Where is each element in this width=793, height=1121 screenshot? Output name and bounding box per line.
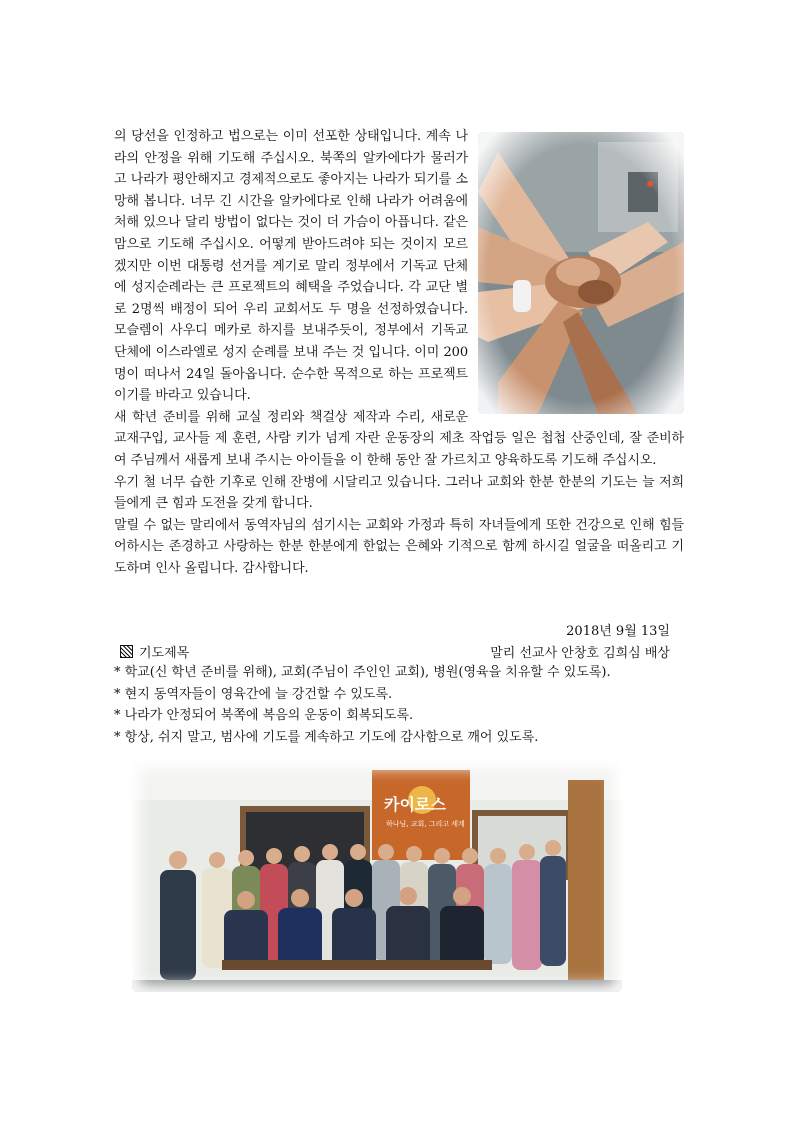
paragraph-school: 새 학년 준비를 위해 교실 정리와 책걸상 제작과 수리, 새로운 교재구입, 교사들 제 훈련, 사람 키가 넘게 자란 운동장의 제초 작업등 일은 첩첩 산중인데, 잘 준비하여 주님께서 새롭게 보내 주시는 아이들을 이 한해 동안 잘 가르치고 양육하도록 기도해 주십시오.: [114, 409, 684, 468]
hatched-box-icon: [120, 645, 133, 658]
banner-title: 카이로스: [384, 795, 446, 814]
hands-photo-illustration: [478, 132, 684, 414]
paragraph-health: 우기 철 너무 습한 기후로 인해 잔병에 시달리고 있습니다. 그러나 교회와 한분 한분의 기도는 늘 저희들에게 큰 힘과 도전을 갖게 합니다.: [114, 474, 684, 512]
paragraph-closing: 말릴 수 없는 말리에서 동역자님의 섬기시는 교회와 가정과 특히 자녀들에게 또한 건강으로 인해 힘들어하시는 존경하고 사랑하는 한분 한분에게 한없는 은혜와 기적으로 함께 하시길 얼굴을 떠올리고 기도하며 인사 올립니다. 감사합니다.: [114, 517, 684, 576]
group-photo-illustration: [132, 760, 622, 992]
prayer-list: [114, 662, 684, 748]
list-item: * 학교(신 학년 준비를 위해), 교회(주님이 주인인 교회), 병원(영육을 치유할 수 있도록).: [114, 665, 611, 680]
prayer-title-wrap: [114, 642, 189, 661]
list-item: * 현지 동역자들이 영육간에 늘 강건할 수 있도록.: [114, 686, 393, 702]
paragraph-wrapped: 의 당선을 인정하고 법으로는 이미 선포한 상태입니다. 계속 나라의 안정을 위해 기도해 주십시오. 북쪽의 알카에다가 물러가고 나라가 평안해지고 경제적으로도 좋아지는 나라가 되기를 소망해 봅니다. 너무 긴 시간을 알카에다로 인해 나라가 어려움에 처해 있으나 달리 방법이 없다는 것이 더 가슴이 아픕니다. 같은 맘으로 기도해 주십시오. 어떻게 받아드려야 되는 것이지 모르겠지만 이번 대통령 선거를 계기로 말리 정부에서 기독교 단체에 성지순례라는 큰 프로젝트의 혜택을 주었습니다. 각 교단 별로 2명씩 배정이 되어 우리 교회서도 두 명을 선정하였습니다. 모슬렘이 사우디 메카로 하지를 보내주듯이, 정부에서 기독교 단체에 이스라엘로 성지 순례를 보내 주는 것 입니다. 이미 200명이 떠나서 24일 돌아옵니다. 순수한 목적으로 하는 프로젝트이기를 바라고 있습니다.: [114, 129, 468, 404]
letter-body-top: [114, 126, 684, 579]
banner-subtitle: 하나님, 교회, 그리고 세계: [386, 820, 465, 828]
list-item: * 항상, 쉬지 말고, 범사에 기도를 계속하고 기도에 감사함으로 깨어 있도록.: [114, 729, 539, 745]
sender-signature: 말리 선교사 안창호 김희심 배상: [490, 646, 670, 661]
list-item: * 나라가 안정되어 북쪽에 복음의 운동이 회복되도록.: [114, 708, 414, 723]
prayer-title: 기도제목: [139, 646, 190, 661]
group-photo: [132, 760, 622, 992]
hands-together-photo: [478, 132, 684, 414]
letter-date: 2018년 9월 13일: [566, 624, 670, 639]
prayer-header: [114, 642, 684, 661]
